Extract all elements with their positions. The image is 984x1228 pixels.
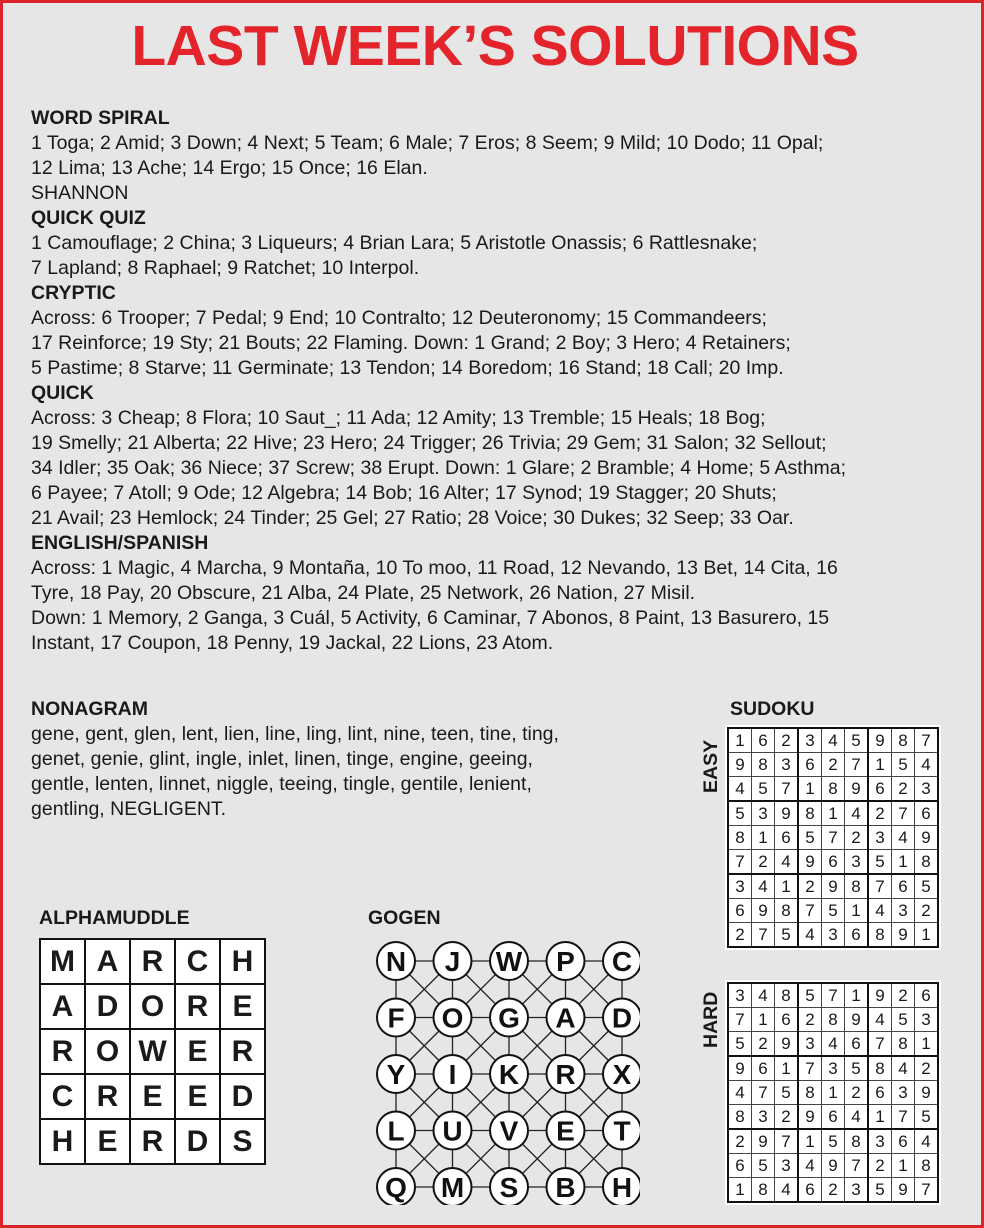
sudoku-cell: 6 bbox=[822, 850, 845, 875]
sudoku-row bbox=[728, 753, 938, 777]
section-answer-line: 34 Idler; 35 Oak; 36 Niece; 37 Screw; 38 Erupt. Down: 1 Glare; 2 Bramble; 4 Home; 5 Asthma; bbox=[31, 457, 847, 479]
alphamuddle-cell: E bbox=[220, 984, 265, 1029]
sudoku-cell: 7 bbox=[845, 753, 869, 777]
section-answer-line: Across: 6 Trooper; 7 Pedal; 9 End; 10 Contralto; 12 Deuteronomy; 15 Commandeers; bbox=[31, 307, 767, 329]
sudoku-cell: 2 bbox=[728, 1129, 752, 1154]
sudoku-cell: 5 bbox=[752, 1154, 775, 1178]
sudoku-cell: 8 bbox=[915, 1154, 939, 1178]
sudoku-cell: 5 bbox=[845, 728, 869, 753]
alphamuddle-cell: C bbox=[40, 1074, 85, 1119]
gogen-letter: K bbox=[498, 1059, 520, 1090]
section-answer-line: SHANNON bbox=[31, 182, 129, 204]
sudoku-cell: 6 bbox=[775, 826, 799, 850]
section-answer-line: Across: 3 Cheap; 8 Flora; 10 Saut_; 11 Ada; 12 Amity; 13 Tremble; 15 Heals; 18 Bog; bbox=[31, 407, 766, 429]
sudoku-cell: 8 bbox=[822, 777, 845, 802]
sudoku-cell: 4 bbox=[752, 983, 775, 1008]
sudoku-cell: 7 bbox=[728, 1008, 752, 1032]
sudoku-cell: 7 bbox=[915, 728, 939, 753]
section-answer-line: Tyre, 18 Pay, 20 Obscure, 21 Alba, 24 Plate, 25 Network, 26 Nation, 27 Misil. bbox=[31, 582, 696, 604]
sudoku-cell: 6 bbox=[775, 1008, 799, 1032]
alphamuddle-cell: R bbox=[130, 1119, 175, 1164]
sudoku-cell: 4 bbox=[915, 753, 939, 777]
sudoku-cell: 4 bbox=[868, 1008, 892, 1032]
alphamuddle-grid bbox=[39, 938, 266, 1165]
sudoku-cell: 5 bbox=[775, 923, 799, 948]
sudoku-cell: 3 bbox=[822, 923, 845, 948]
sudoku-cell: 1 bbox=[892, 1154, 915, 1178]
sudoku-cell: 3 bbox=[822, 1056, 845, 1081]
sudoku-cell: 5 bbox=[798, 983, 822, 1008]
sudoku-cell: 3 bbox=[845, 1178, 869, 1203]
page-title: LAST WEEK’S SOLUTIONS bbox=[131, 14, 859, 78]
section-answer-line: Instant, 17 Coupon, 18 Penny, 19 Jackal, 22 Lions, 23 Atom. bbox=[31, 632, 554, 654]
sudoku-row bbox=[728, 1081, 938, 1105]
sudoku-cell: 5 bbox=[892, 753, 915, 777]
sudoku-row bbox=[728, 801, 938, 826]
sudoku-cell: 8 bbox=[822, 1008, 845, 1032]
sudoku-cell: 1 bbox=[845, 983, 869, 1008]
sudoku-hard-wrap bbox=[725, 980, 941, 1205]
section-answer-line: 1 Toga; 2 Amid; 3 Down; 4 Next; 5 Team; 6 Male; 7 Eros; 8 Seem; 9 Mild; 10 Dodo; 11 Opal; bbox=[31, 132, 824, 154]
sudoku-cell: 4 bbox=[915, 1129, 939, 1154]
gogen-heading: GOGEN bbox=[368, 907, 441, 929]
sudoku-cell: 5 bbox=[775, 1081, 799, 1105]
sudoku-cell: 8 bbox=[892, 728, 915, 753]
sudoku-row bbox=[728, 874, 938, 899]
sudoku-cell: 9 bbox=[892, 1178, 915, 1203]
sudoku-cell: 2 bbox=[728, 923, 752, 948]
nonagram-heading: NONAGRAM bbox=[31, 698, 148, 720]
gogen-letter: Y bbox=[386, 1059, 406, 1090]
section-heading: CRYPTIC bbox=[31, 282, 116, 304]
sudoku-cell: 4 bbox=[868, 899, 892, 923]
sudoku-cell: 9 bbox=[822, 874, 845, 899]
alphamuddle-row bbox=[40, 939, 265, 984]
sudoku-cell: 5 bbox=[798, 826, 822, 850]
sudoku-cell: 8 bbox=[752, 1178, 775, 1203]
gogen-letter: W bbox=[495, 946, 523, 977]
nonagram-answers bbox=[31, 722, 681, 822]
sudoku-cell: 2 bbox=[892, 983, 915, 1008]
nonagram-section bbox=[31, 697, 681, 822]
alphamuddle-cell: E bbox=[85, 1119, 130, 1164]
sudoku-row bbox=[728, 983, 938, 1008]
section-answer-line: Down: 1 Memory, 2 Ganga, 3 Cuál, 5 Activity, 6 Caminar, 7 Abonos, 8 Paint, 13 Basurero, 15 bbox=[31, 607, 830, 629]
sudoku-cell: 4 bbox=[752, 874, 775, 899]
sudoku-cell: 1 bbox=[892, 850, 915, 875]
sudoku-cell: 2 bbox=[868, 801, 892, 826]
alphamuddle-cell: D bbox=[220, 1074, 265, 1119]
sudoku-cell: 3 bbox=[845, 850, 869, 875]
sudoku-cell: 3 bbox=[752, 801, 775, 826]
alphamuddle-cell: C bbox=[175, 939, 220, 984]
gogen-letter: U bbox=[442, 1115, 463, 1147]
nonagram-answer-line: genet, genie, glint, ingle, inlet, linen, tinge, engine, geeing, bbox=[31, 748, 533, 770]
sudoku-cell: 5 bbox=[728, 1032, 752, 1057]
sudoku-cell: 9 bbox=[752, 1129, 775, 1154]
section-answer-line: 7 Lapland; 8 Raphael; 9 Ratchet; 10 Interpol. bbox=[31, 257, 420, 279]
sudoku-cell: 6 bbox=[752, 1056, 775, 1081]
sudoku-cell: 2 bbox=[868, 1154, 892, 1178]
sudoku-cell: 6 bbox=[752, 728, 775, 753]
gogen-letter: R bbox=[555, 1059, 576, 1090]
sudoku-cell: 9 bbox=[845, 777, 869, 802]
gogen-letter: P bbox=[556, 946, 575, 977]
sudoku-cell: 9 bbox=[798, 1105, 822, 1130]
sudoku-hard-grid bbox=[727, 982, 939, 1203]
sudoku-row bbox=[728, 1129, 938, 1154]
gogen-letter: C bbox=[611, 946, 633, 977]
sudoku-row bbox=[728, 1056, 938, 1081]
gogen-grid bbox=[368, 933, 640, 1205]
sudoku-cell: 8 bbox=[868, 923, 892, 948]
sudoku-cell: 2 bbox=[775, 1105, 799, 1130]
sudoku-cell: 3 bbox=[728, 874, 752, 899]
sudoku-cell: 4 bbox=[892, 1056, 915, 1081]
sudoku-cell: 1 bbox=[915, 923, 939, 948]
sudoku-row bbox=[728, 826, 938, 850]
sudoku-row bbox=[728, 1032, 938, 1057]
sudoku-cell: 1 bbox=[822, 1081, 845, 1105]
gogen-letter: Q bbox=[385, 1172, 407, 1203]
alphamuddle-cell: E bbox=[130, 1074, 175, 1119]
alphamuddle-cell: W bbox=[130, 1029, 175, 1074]
sudoku-cell: 8 bbox=[892, 1032, 915, 1057]
sudoku-cell: 8 bbox=[798, 801, 822, 826]
section-answer-line: 21 Avail; 23 Hemlock; 24 Tinder; 25 Gel; 27 Ratio; 28 Voice; 30 Dukes; 32 Seep; 33 Oar. bbox=[31, 507, 794, 529]
section-heading: QUICK QUIZ bbox=[31, 207, 146, 229]
sudoku-cell: 7 bbox=[892, 801, 915, 826]
sudoku-cell: 9 bbox=[892, 923, 915, 948]
alphamuddle-cell: R bbox=[130, 939, 175, 984]
nonagram-answer-line: gentle, lenten, linnet, niggle, teeing, tingle, gentile, lenient, bbox=[31, 773, 532, 795]
sudoku-cell: 5 bbox=[822, 1129, 845, 1154]
gogen-letter: D bbox=[611, 1002, 633, 1034]
sudoku-cell: 5 bbox=[845, 1056, 869, 1081]
sudoku-cell: 9 bbox=[915, 1081, 939, 1105]
sudoku-cell: 9 bbox=[752, 899, 775, 923]
sudoku-cell: 4 bbox=[775, 1178, 799, 1203]
sudoku-cell: 1 bbox=[915, 1032, 939, 1057]
sudoku-cell: 7 bbox=[752, 1081, 775, 1105]
sudoku-cell: 7 bbox=[845, 1154, 869, 1178]
sudoku-cell: 4 bbox=[845, 801, 869, 826]
sudoku-cell: 8 bbox=[798, 1081, 822, 1105]
sudoku-cell: 1 bbox=[775, 874, 799, 899]
alphamuddle-cell: R bbox=[175, 984, 220, 1029]
sudoku-cell: 8 bbox=[752, 753, 775, 777]
sudoku-cell: 5 bbox=[915, 1105, 939, 1130]
gogen-letter: L bbox=[387, 1115, 405, 1147]
sudoku-cell: 6 bbox=[845, 923, 869, 948]
section-answer-line: Across: 1 Magic, 4 Marcha, 9 Montaña, 10 To moo, 11 Road, 12 Nevando, 13 Bet, 14 Cita, 16 bbox=[31, 557, 838, 579]
sudoku-cell: 1 bbox=[822, 801, 845, 826]
alphamuddle-cell: E bbox=[175, 1029, 220, 1074]
sudoku-cell: 8 bbox=[915, 850, 939, 875]
sudoku-cell: 9 bbox=[868, 983, 892, 1008]
sudoku-cell: 6 bbox=[868, 777, 892, 802]
sudoku-cell: 2 bbox=[798, 1008, 822, 1032]
sudoku-row bbox=[728, 777, 938, 802]
alphamuddle-cell: M bbox=[40, 939, 85, 984]
gogen-letter: I bbox=[448, 1059, 457, 1090]
sudoku-cell: 4 bbox=[845, 1105, 869, 1130]
sudoku-cell: 8 bbox=[775, 983, 799, 1008]
sudoku-cell: 8 bbox=[728, 826, 752, 850]
sudoku-cell: 9 bbox=[728, 1056, 752, 1081]
sudoku-cell: 6 bbox=[798, 753, 822, 777]
sudoku-cell: 1 bbox=[845, 899, 869, 923]
sudoku-cell: 9 bbox=[845, 1008, 869, 1032]
sudoku-cell: 8 bbox=[845, 1129, 869, 1154]
sudoku-cell: 2 bbox=[798, 874, 822, 899]
sudoku-cell: 8 bbox=[845, 874, 869, 899]
sudoku-cell: 2 bbox=[845, 826, 869, 850]
alphamuddle-cell: R bbox=[220, 1029, 265, 1074]
section-heading: ENGLISH/SPANISH bbox=[31, 532, 209, 554]
sudoku-cell: 4 bbox=[822, 1032, 845, 1057]
sudoku-cell: 3 bbox=[798, 728, 822, 753]
sudoku-easy-label: EASY bbox=[700, 739, 722, 793]
sudoku-row bbox=[728, 899, 938, 923]
sudoku-row bbox=[728, 850, 938, 875]
sudoku-cell: 6 bbox=[728, 899, 752, 923]
sudoku-row bbox=[728, 1154, 938, 1178]
sudoku-cell: 2 bbox=[845, 1081, 869, 1105]
gogen-letter: E bbox=[556, 1115, 575, 1147]
alphamuddle-cell: S bbox=[220, 1119, 265, 1164]
alphamuddle-row bbox=[40, 1029, 265, 1074]
sudoku-cell: 6 bbox=[728, 1154, 752, 1178]
sudoku-cell: 7 bbox=[798, 899, 822, 923]
section-heading: WORD SPIRAL bbox=[31, 107, 170, 129]
section-heading: QUICK bbox=[31, 382, 94, 404]
gogen-letter: B bbox=[555, 1172, 576, 1203]
sudoku-cell: 1 bbox=[752, 826, 775, 850]
alphamuddle-row bbox=[40, 984, 265, 1029]
sudoku-cell: 1 bbox=[728, 1178, 752, 1203]
sudoku-cell: 4 bbox=[892, 826, 915, 850]
alphamuddle-heading: ALPHAMUDDLE bbox=[39, 907, 190, 929]
sudoku-row bbox=[728, 1178, 938, 1203]
gogen-letter: V bbox=[499, 1115, 519, 1147]
sudoku-cell: 7 bbox=[728, 850, 752, 875]
sudoku-cell: 5 bbox=[728, 801, 752, 826]
sudoku-cell: 4 bbox=[798, 1154, 822, 1178]
sudoku-cell: 2 bbox=[752, 1032, 775, 1057]
sudoku-cell: 9 bbox=[822, 1154, 845, 1178]
sudoku-cell: 9 bbox=[775, 801, 799, 826]
sudoku-hard-label: HARD bbox=[700, 991, 722, 1048]
sudoku-cell: 9 bbox=[868, 728, 892, 753]
sudoku-cell: 6 bbox=[915, 801, 939, 826]
sudoku-cell: 7 bbox=[868, 874, 892, 899]
sudoku-cell: 2 bbox=[752, 850, 775, 875]
sudoku-easy-wrap bbox=[725, 725, 941, 950]
sudoku-cell: 3 bbox=[752, 1105, 775, 1130]
sudoku-cell: 2 bbox=[915, 1056, 939, 1081]
sudoku-cell: 3 bbox=[915, 1008, 939, 1032]
gogen-letter: H bbox=[611, 1172, 633, 1203]
sudoku-cell: 4 bbox=[728, 777, 752, 802]
sudoku-cell: 7 bbox=[915, 1178, 939, 1203]
sudoku-easy-grid bbox=[727, 727, 939, 948]
sudoku-cell: 6 bbox=[798, 1178, 822, 1203]
nonagram-answer-line: gene, gent, glen, lent, lien, line, ling, lint, nine, teen, tine, ting, bbox=[31, 723, 559, 745]
alphamuddle-cell: H bbox=[220, 939, 265, 984]
gogen-letter: T bbox=[613, 1115, 631, 1147]
alphamuddle-cell: A bbox=[40, 984, 85, 1029]
sudoku-cell: 7 bbox=[775, 1129, 799, 1154]
sudoku-cell: 5 bbox=[752, 777, 775, 802]
sudoku-cell: 3 bbox=[728, 983, 752, 1008]
sudoku-cell: 3 bbox=[892, 1081, 915, 1105]
sudoku-cell: 3 bbox=[775, 1154, 799, 1178]
sudoku-cell: 3 bbox=[892, 899, 915, 923]
alphamuddle-cell: O bbox=[130, 984, 175, 1029]
sudoku-cell: 3 bbox=[775, 753, 799, 777]
sudoku-cell: 4 bbox=[728, 1081, 752, 1105]
sudoku-cell: 9 bbox=[798, 850, 822, 875]
sudoku-cell: 2 bbox=[822, 1178, 845, 1203]
gogen-letter: X bbox=[612, 1059, 632, 1090]
gogen-letter: S bbox=[499, 1172, 519, 1203]
sudoku-cell: 7 bbox=[775, 777, 799, 802]
sudoku-cell: 7 bbox=[822, 983, 845, 1008]
sudoku-cell: 1 bbox=[868, 753, 892, 777]
sudoku-cell: 6 bbox=[822, 1105, 845, 1130]
sudoku-heading: SUDOKU bbox=[730, 698, 815, 720]
sudoku-cell: 9 bbox=[915, 826, 939, 850]
section-answer-line: 17 Reinforce; 19 Sty; 21 Bouts; 22 Flaming. Down: 1 Grand; 2 Boy; 3 Hero; 4 Retainers; bbox=[31, 332, 791, 354]
sudoku-cell: 7 bbox=[822, 826, 845, 850]
alphamuddle-cell: E bbox=[175, 1074, 220, 1119]
sudoku-cell: 6 bbox=[892, 874, 915, 899]
alphamuddle-cell: R bbox=[40, 1029, 85, 1074]
sudoku-cell: 4 bbox=[822, 728, 845, 753]
sudoku-cell: 5 bbox=[915, 874, 939, 899]
sudoku-cell: 9 bbox=[775, 1032, 799, 1057]
gogen-letter: N bbox=[385, 946, 407, 977]
sudoku-cell: 6 bbox=[868, 1081, 892, 1105]
sudoku-cell: 8 bbox=[728, 1105, 752, 1130]
alphamuddle-cell: A bbox=[85, 939, 130, 984]
alphamuddle-cell: D bbox=[175, 1119, 220, 1164]
sudoku-cell: 7 bbox=[752, 923, 775, 948]
sudoku-cell: 2 bbox=[892, 777, 915, 802]
sudoku-cell: 5 bbox=[868, 1178, 892, 1203]
sudoku-cell: 3 bbox=[915, 777, 939, 802]
section-answer-line: 1 Camouflage; 2 China; 3 Liqueurs; 4 Brian Lara; 5 Aristotle Onassis; 6 Rattlesnake; bbox=[31, 232, 758, 254]
solutions-list bbox=[31, 106, 971, 656]
sudoku-cell: 3 bbox=[868, 826, 892, 850]
sudoku-cell: 2 bbox=[775, 728, 799, 753]
section-answer-line: 19 Smelly; 21 Alberta; 22 Hive; 23 Hero; 24 Trigger; 26 Trivia; 29 Gem; 31 Salon; 32 Sellout; bbox=[31, 432, 827, 454]
alphamuddle-cell: R bbox=[85, 1074, 130, 1119]
sudoku-cell: 7 bbox=[798, 1056, 822, 1081]
gogen-letter: G bbox=[498, 1002, 520, 1034]
sudoku-cell: 7 bbox=[868, 1032, 892, 1057]
sudoku-cell: 2 bbox=[822, 753, 845, 777]
sudoku-cell: 1 bbox=[728, 728, 752, 753]
sudoku-cell: 5 bbox=[892, 1008, 915, 1032]
alphamuddle-row bbox=[40, 1074, 265, 1119]
sudoku-cell: 2 bbox=[915, 899, 939, 923]
sudoku-row bbox=[728, 728, 938, 753]
gogen-letter: M bbox=[440, 1172, 465, 1203]
gogen-letter: O bbox=[441, 1002, 464, 1034]
sudoku-cell: 6 bbox=[845, 1032, 869, 1057]
gogen-letter: A bbox=[555, 1002, 576, 1034]
section-answer-line: 12 Lima; 13 Ache; 14 Ergo; 15 Once; 16 Elan. bbox=[31, 157, 428, 179]
sudoku-cell: 6 bbox=[892, 1129, 915, 1154]
alphamuddle-row bbox=[40, 1119, 265, 1164]
sudoku-cell: 1 bbox=[798, 1129, 822, 1154]
nonagram-answer-line: gentling, NEGLIGENT. bbox=[31, 798, 227, 820]
sudoku-row bbox=[728, 1105, 938, 1130]
sudoku-cell: 4 bbox=[798, 923, 822, 948]
sudoku-cell: 1 bbox=[868, 1105, 892, 1130]
sudoku-cell: 9 bbox=[728, 753, 752, 777]
alphamuddle-cell: O bbox=[85, 1029, 130, 1074]
sudoku-cell: 1 bbox=[798, 777, 822, 802]
sudoku-cell: 5 bbox=[822, 899, 845, 923]
sudoku-cell: 4 bbox=[775, 850, 799, 875]
sudoku-cell: 7 bbox=[892, 1105, 915, 1130]
sudoku-row bbox=[728, 923, 938, 948]
alphamuddle-cell: H bbox=[40, 1119, 85, 1164]
alphamuddle-cell: D bbox=[85, 984, 130, 1029]
sudoku-cell: 3 bbox=[868, 1129, 892, 1154]
gogen-letter: J bbox=[444, 946, 461, 977]
sudoku-cell: 5 bbox=[868, 850, 892, 875]
gogen-letter: F bbox=[387, 1002, 405, 1034]
sudoku-cell: 8 bbox=[775, 899, 799, 923]
sudoku-cell: 1 bbox=[752, 1008, 775, 1032]
section-answer-line: 5 Pastime; 8 Starve; 11 Germinate; 13 Tendon; 14 Boredom; 16 Stand; 18 Call; 20 Imp. bbox=[31, 357, 784, 379]
section-answer-line: 6 Payee; 7 Atoll; 9 Ode; 12 Algebra; 14 Bob; 16 Alter; 17 Synod; 19 Stagger; 20 Shuts; bbox=[31, 482, 777, 504]
sudoku-cell: 8 bbox=[868, 1056, 892, 1081]
sudoku-row bbox=[728, 1008, 938, 1032]
sudoku-cell: 3 bbox=[798, 1032, 822, 1057]
sudoku-cell: 6 bbox=[915, 983, 939, 1008]
sudoku-cell: 1 bbox=[775, 1056, 799, 1081]
